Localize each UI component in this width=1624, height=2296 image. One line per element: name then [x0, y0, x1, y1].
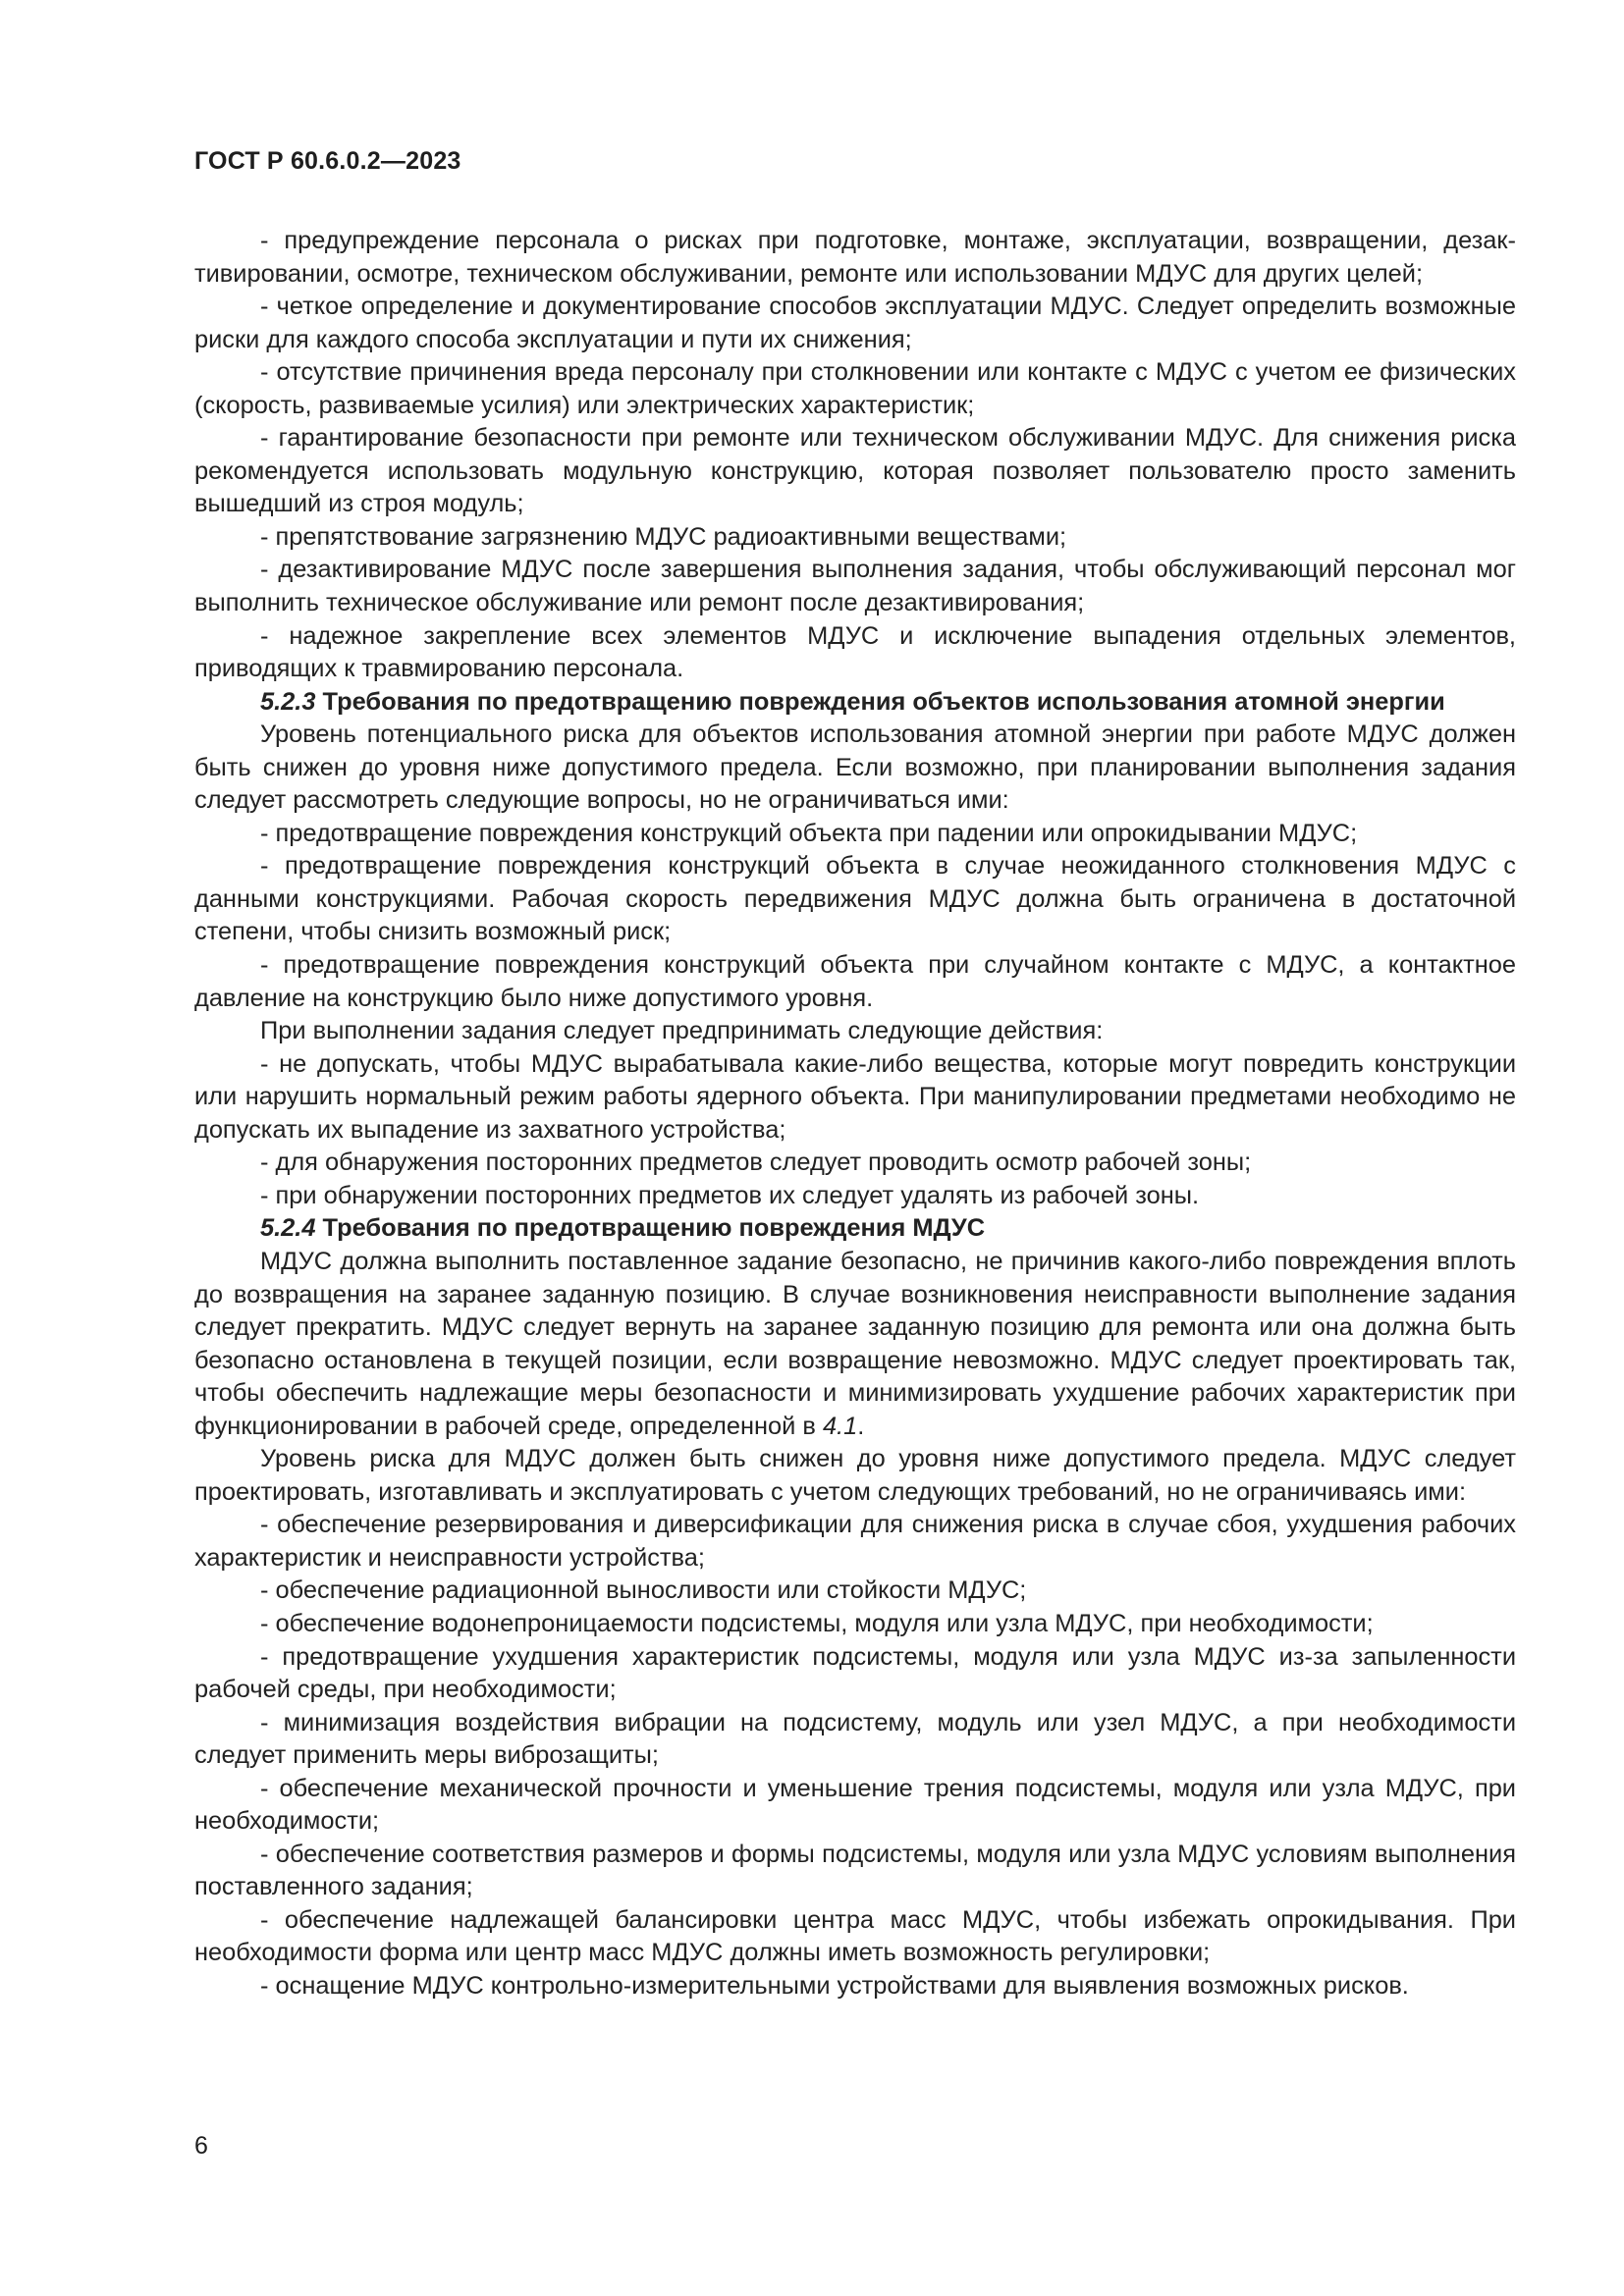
- paragraph: При выполнении задания следует предпринимать следующие действия:: [260, 1017, 1104, 1045]
- document-body: [194, 225, 1516, 2003]
- cross-reference: 4.1: [822, 1412, 858, 1440]
- section-number: 5.2.3: [260, 687, 316, 716]
- paragraph: Уровень риска для МДУС должен быть снижен до уровня ниже допустимого предела. МДУС следует проектировать, изготавливать и эксплуатировать с учетом следующих требований, но не ограничиваясь ими:: [194, 1445, 1516, 1506]
- list-item: - оснащение МДУС контрольно-измерительными устройствами для выявления возможных рисков.: [260, 1971, 1409, 2000]
- list-item: - надежное закрепление всех элементов МДУС и исключение выпадения отдельных элементов, приводящих к травмированию персонала.: [194, 621, 1516, 683]
- section-title: Требования по предотвращению повреждения объектов использования атомной энергии: [322, 687, 1445, 716]
- list-item: - обеспечение соответствия размеров и формы подсистемы, модуля или узла МДУС условиям выполнения поставленного задания;: [194, 1840, 1516, 1901]
- paragraph: [194, 1246, 1516, 1443]
- list-item: - гарантирование безопасности при ремонте или техническом обслуживании МДУС. Для снижения риска рекомендуется использовать модульную конструкцию, которая позволяет пользователю просто заменить вышедший из строя модуль;: [194, 424, 1516, 518]
- paragraph-text: МДУС должна выполнить поставленное задание безопасно, не причинив какого-либо повреждения вплоть до возвращения на заранее заданную позицию. В случае возникновения неисправности выполнение задания следует прекратить. МДУС следует вернуть на заранее заданную позицию для ремонта или она должна быть безопасно остановлена в текущей позиции, если возвращение невозможно. МДУС следует проектировать так, чтобы обеспечить надлежащие меры безопасности и минимизировать ухудшение рабочих характеристик при функционировании в рабочей среде, определенной в: [194, 1247, 1516, 1440]
- paragraph: Уровень потенциального риска для объектов использования атомной энергии при работе МДУС должен быть снижен до уровня ниже допустимого предела. Если возможно, при планировании выполнения задания следует рассмотреть следующие вопросы, но не ограничиваться ими:: [194, 721, 1516, 815]
- section-number: 5.2.4: [260, 1214, 316, 1243]
- list-item: - предотвращение повреждения конструкций объекта при случайном контакте с МДУС, а контактное давление на конструкцию было ниже допустимого уровня.: [194, 951, 1516, 1012]
- list-item: - обеспечение механической прочности и уменьшение трения подсистемы, модуля или узла МДУС, при необходимости;: [194, 1774, 1516, 1836]
- list-item: - предупреждение персонала о рисках при подготовке, монтаже, эксплуатации, возвращении, дезактивировании, осмотре, техническом обслуживании, ремонте или использовании МДУС для других целей;: [194, 227, 1516, 288]
- list-item: - для обнаружения посторонних предметов следует проводить осмотр рабочей зоны;: [260, 1148, 1252, 1177]
- page-number: 6: [194, 2132, 208, 2160]
- list-item: - обеспечение надлежащей балансировки центра масс МДУС, чтобы избежать опрокидывания. При необходимости форма или центр масс МДУС должны иметь возможность регулировки;: [194, 1905, 1516, 1967]
- list-item: - обеспечение водонепроницаемости подсистемы, модуля или узла МДУС, при необходимости;: [260, 1609, 1374, 1637]
- list-item: - минимизация воздействия вибрации на подсистему, модуль или узел МДУС, а при необходимости следует применить меры виброзащиты;: [194, 1708, 1516, 1770]
- paragraph-end: .: [857, 1412, 865, 1440]
- list-item: - не допускать, чтобы МДУС вырабатывала какие-либо вещества, которые могут повредить конструкции или нарушить нормальный режим работы ядерного объекта. При манипулировании предметами необходимо не допускать их выпадение из захватного устройства;: [194, 1049, 1516, 1144]
- list-item: - четкое определение и документирование способов эксплуатации МДУС. Следует определить возможные риски для каждого способа эксплуатации и пути их снижения;: [194, 293, 1516, 353]
- list-item: - отсутствие причинения вреда персоналу при столкновении или контакте с МДУС с учетом ее физических (скорость, развиваемые усилия) или электрических характеристик;: [194, 358, 1516, 419]
- list-item: - предотвращение повреждения конструкций объекта при падении или опрокидывании МДУС;: [260, 819, 1358, 847]
- list-item: - дезактивирование МДУС после завершения выполнения задания, чтобы обслуживающий персонал мог выполнить техническое обслуживание или ремонт после дезактивирования;: [194, 556, 1516, 617]
- section-heading-5-2-3: [194, 686, 1516, 720]
- section-heading-5-2-4: [194, 1212, 1516, 1246]
- list-item: - обеспечение резервирования и диверсификации для снижения риска в случае сбоя, ухудшения рабочих характеристик и неисправности устройства;: [194, 1511, 1516, 1572]
- document-header: ГОСТ Р 60.6.0.2—2023: [194, 147, 461, 175]
- list-item: - предотвращение ухудшения характеристик подсистемы, модуля или узла МДУС из-за запыленности рабочей среды, при необходимости;: [194, 1642, 1516, 1704]
- list-item: - предотвращение повреждения конструкций объекта в случае неожиданного столкновения МДУС с данными конструкциями. Рабочая скорость передвижения МДУС должна быть ограничена в достаточной степени, чтобы снизить возможный риск;: [194, 852, 1516, 946]
- list-item: - при обнаружении посторонних предметов их следует удалять из рабочей зоны.: [260, 1181, 1200, 1209]
- list-item: - обеспечение радиационной выносливости или стойкости МДУС;: [260, 1576, 1027, 1605]
- section-title: Требования по предотвращению повреждения МДУС: [322, 1214, 986, 1243]
- list-item: - препятствование загрязнению МДУС радиоактивными веществами;: [260, 522, 1067, 551]
